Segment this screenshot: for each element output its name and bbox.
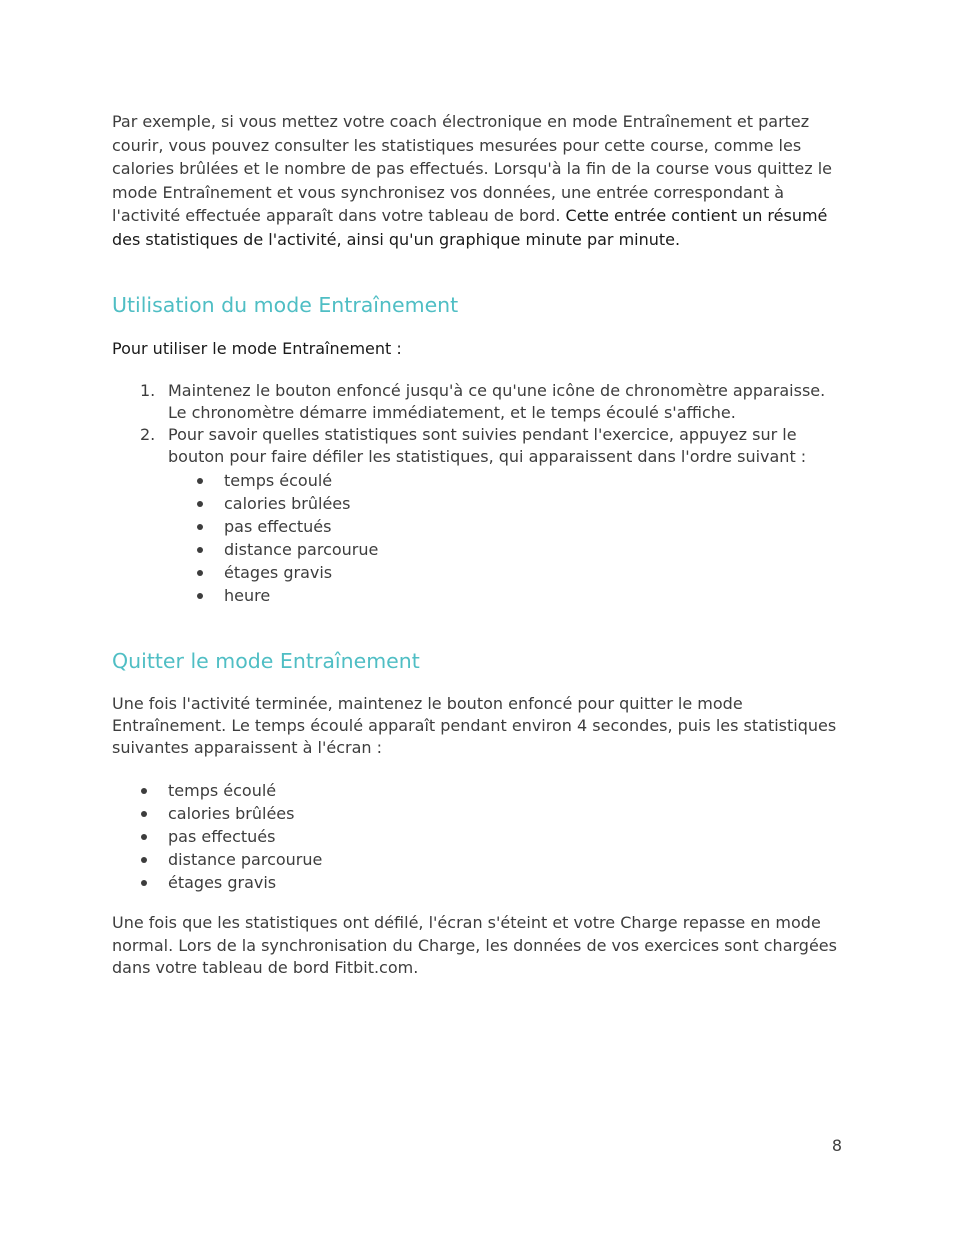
list-item [112,848,844,871]
step-text: Maintenez le bouton enfoncé jusqu'à ce qu'une icône de chronomètre apparaisse. Le chronomètre démarre immédiatement, et le temps écoulé s'affiche. [168,380,826,422]
bullet-icon [197,593,203,599]
bullet-icon [197,547,203,553]
list-item [168,469,844,492]
list-item [168,492,844,515]
list-item-text: étages gravis [168,873,277,893]
bullet-icon [141,811,147,817]
list-item [112,802,844,825]
bullet-icon [141,834,147,840]
list-item [112,825,844,848]
bullet-icon [141,788,147,794]
bullet-icon [197,570,203,576]
list-item-text: distance parcourue [224,539,379,559]
list-item-text: étages gravis [224,562,333,582]
bullet-icon [197,524,203,530]
list-item-text: temps écoulé [168,781,277,801]
list-item [112,871,844,894]
section-lead-text: Pour utiliser le mode Entraînement : [112,339,402,358]
quitter-paragraph: Une fois l'activité terminée, maintenez le bouton enfoncé pour quitter le mode Entraînement. Le temps écoulé apparaît pendant environ 4 secondes, puis les statistiques suivantes apparaissent à l'écran : [112,693,837,758]
list-item [168,584,844,607]
list-item [112,779,844,802]
stats-order-list [168,469,844,607]
step-number: 1. [140,380,156,400]
bullet-icon [197,501,203,507]
list-item-text: heure [224,585,271,605]
list-item-text: pas effectués [224,516,332,536]
bullet-icon [141,857,147,863]
step-item [112,424,844,607]
list-item [168,561,844,584]
step-item [112,380,844,425]
document-page [112,110,844,979]
list-item-text: pas effectués [168,827,276,847]
bullet-icon [141,880,147,886]
list-item-text: distance parcourue [168,850,323,870]
list-item-text: temps écoulé [224,470,333,490]
step-number: 2. [140,425,156,445]
final-paragraph: Une fois que les statistiques ont défilé, l'écran s'éteint et votre Charge repasse en mode normal. Lors de la synchronisation du Charge, les données de vos exercices sont chargées dans votre tableau de bord Fitbit.com. [112,913,837,977]
intro-text-part1: Par exemple, si vous mettez votre coach électronique en mode Entraînement et partez courir, vous pouvez consulter les statistiques mesurées pour cette course, comme les calories brûlées et le nombre de pas effectués. Lorsqu'à la fin de la course vous quittez le mode Entraînement et vous synchronisez vos données, une entrée correspondant à l'activité effectuée apparaît dans votre tableau de bord. [112,112,832,225]
final-stats-list [112,779,844,894]
list-item-text: calories brûlées [168,804,295,824]
intro-text-part2: Cette entrée contient un résumé des statistiques de l'activité, ainsi qu'un graphique minute par minute. [112,206,828,249]
intro-paragraph [112,110,844,251]
list-item [168,538,844,561]
section-heading-utilisation: Utilisation du mode Entraînement [112,293,459,317]
list-item [168,515,844,538]
list-item-text: calories brûlées [224,493,351,513]
steps-list [112,380,844,607]
bullet-icon [197,478,203,484]
page-number: 8 [831,1136,842,1155]
step-text: Pour savoir quelles statistiques sont suivies pendant l'exercice, appuyez sur le bouton pour faire défiler les statistiques, qui apparaissent dans l'ordre suivant : [168,425,807,467]
section-heading-quitter: Quitter le mode Entraînement [112,648,420,673]
